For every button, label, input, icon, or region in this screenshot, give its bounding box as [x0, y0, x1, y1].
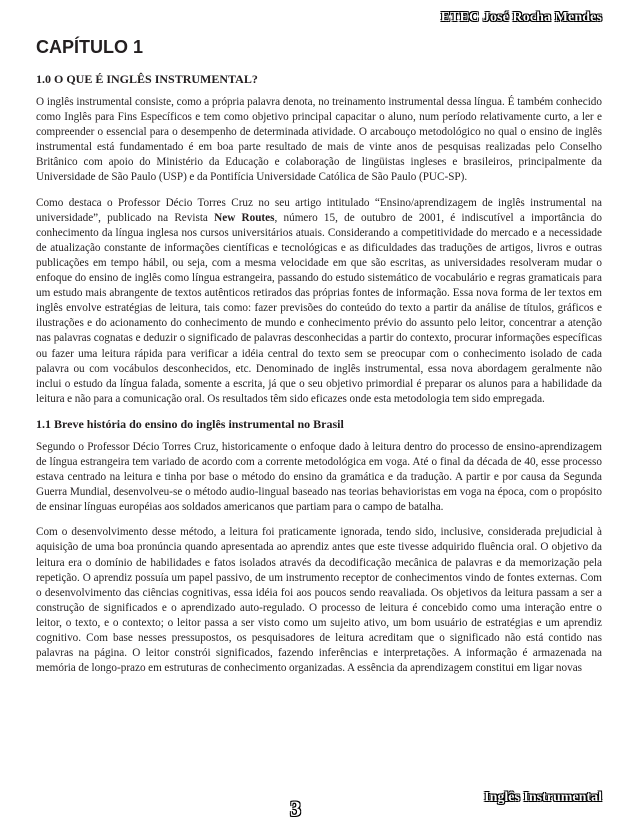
- section-heading-1-1: 1.1 Breve história do ensino do inglês instrumental no Brasil: [36, 416, 344, 431]
- footer-subject: Inglês Instrumental: [484, 790, 602, 805]
- page-content: [36, 36, 602, 686]
- paragraph: Segundo o Professor Décio Torres Cruz, historicamente o enfoque dado à leitura dentro do processo de ensino-aprendizagem de língua estrangeira tem variado de acordo com a corrente metodológica em voga. Até o final da década de 40, esse processo estava centrado na leitura e tinha por base o método do ensino da gramática e da tradução. A partir e por causa da Segunda Guerra Mundial, desenvolveu-se o método audio-lingual baseado nas teorias behavioristas em voga na época, com o propósito de ensinar línguas européias aos soldados americanos que partiam para o campo de batalha.: [36, 440, 602, 514]
- journal-name: New Routes: [214, 211, 275, 224]
- paragraph: [36, 196, 602, 407]
- page-number: 3: [290, 796, 301, 821]
- paragraph-text: , número 15, de outubro de 2001, é indiscutível a importância do conhecimento da língua inglesa nos cursos universitários atuais. Considerando a competitividade do mercado e a necessidade de atualização constante de informações científicas e tecnológicas e as dificuldades das traduções de artigos, livros e outras publicações em tempo hábil, ou seja, com a mesma velocidade em que são escritas, as universidades resolveram mudar o enfoque do ensino de inglês como língua estrangeira, passando do estudo sistemático de vocabulário e regras gramaticais para um estudo mais abrangente de textos autênticos retirados das próprias fontes de informação. Essa nova forma de ler textos em inglês envolve estratégias de leitura, tais como: fazer previsões do conteúdo do texto a partir da análise de títulos, gráficos e ilustrações e do acionamento do conhecimento de mundo e conhecimento prévio do assunto pelo leitor, concentrar a atenção nas palavras cognatas e deduzir o significado de palavras desconhecidas a partir do contexto, procurar informações específicas ou fazer uma leitura rápida para verificar a idéia central do texto sem se preocupar com o conhecimento isolado de cada palavra ou com vocábulos desconhecidos, etc. Denominado de inglês instrumental, essa nova abordagem geralmente não inclui o estudo da língua falada, somente a escrita, já que o seu objetivo primordial é preparar os alunos para a habilidade da leitura e não para a comunicação oral. Os resultados têm sido eficazes onde esta metodologia tem sido empregada.: [36, 211, 602, 405]
- chapter-title: CAPÍTULO 1: [36, 37, 144, 57]
- paragraph: O inglês instrumental consiste, como a própria palavra denota, no treinamento instrumental dessa língua. É também conhecido como Inglês para Fins Específicos e tem como objetivo principal capacitar o aluno, num período relativamente curto, a ler e compreender o essencial para o desempenho de determinada atividade. O arcabouço metodológico no qual o ensino de inglês instrumental está fundamentado é em boa parte resultado de mais de vinte anos de pesquisas realizadas pelo Conselho Britânico com apoio do Ministério da Educação e colaboração de lingüistas ingleses e brasileiros, principalmente da Universidade de São Paulo (USP) e da Pontifícia Universidade Católica de São Paulo (PUC-SP).: [36, 96, 602, 184]
- header-school-name: ETEC José Rocha Mendes: [440, 10, 602, 25]
- section-heading-1-0: 1.0 O QUE É INGLÊS INSTRUMENTAL?: [36, 72, 258, 86]
- paragraph-text: Como destaca o Professor Décio Torres Cruz no seu artigo intitulado “Ensino/aprendizagem de inglês instrumental na universidade”, publicado na Revista: [36, 196, 602, 224]
- paragraph: Com o desenvolvimento desse método, a leitura foi praticamente ignorada, tendo sido, inclusive, considerada prejudicial à aquisição de uma boa pronúncia quando apresentada ao aprendiz antes que este tivesse adquirido fluência oral. O objetivo da leitura era o domínio de habilidades e fatos isolados através da decodificação mecânica de palavras e da memorização pela repetição. O aprendiz possuía um papel passivo, de um instrumento receptor de conhecimentos vindo de fontes externas. Com o desenvolvimento das ciências cognitivas, essa idéia foi aos poucos sendo reavaliada. Os objetivos da leitura passam a ser a construção de significados e o aprendizado auto-regulado. O processo de leitura é concebido como uma interação entre o leitor, o texto, e o contexto; o leitor passa a ser visto como um sujeito ativo, um bom usuário de estratégias e um aprendiz cognitivo. Com base nesses pressupostos, os pesquisadores de leitura acreditam que o significado não está contido nas palavras na página. O leitor constrói significados, fazendo inferências e interpretações. A informação é armazenada na memória de longo-prazo em estruturas de conhecimento organizadas. A essência da aprendizagem constitui em ligar novas: [36, 526, 602, 675]
